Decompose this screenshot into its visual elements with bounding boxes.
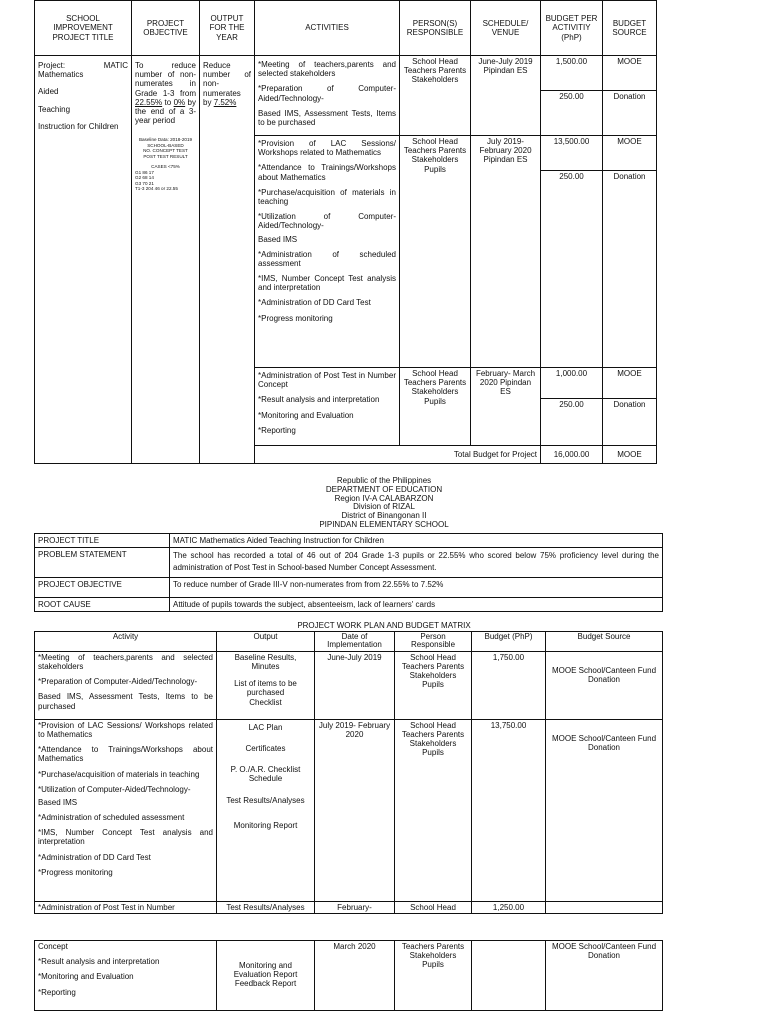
plan-person: School Head Teachers Parents Stakeholders Pupils — [395, 651, 472, 719]
plan-row — [35, 651, 663, 719]
baseline-line: Baseline Data: 2018-2019 — [138, 137, 193, 143]
activity-item: *Attendance to Trainings/Workshops about Mathematics — [258, 163, 396, 182]
info-label: PROJECT TITLE — [35, 534, 170, 548]
project-name: MATIC — [103, 61, 128, 70]
output-item: LAC Plan — [248, 722, 283, 732]
plan-activities — [35, 651, 217, 719]
activities-group-3 — [255, 368, 400, 446]
plan-date: July 2019- February 2020 — [315, 719, 395, 901]
top-table-header-row — [35, 1, 657, 56]
schedule-group-3: February- March 2020 Pipindan ES — [471, 368, 541, 446]
plan-budget: 13,750.00 — [472, 719, 546, 901]
project-label: Project: — [38, 61, 66, 70]
total-source: MOOE — [603, 446, 657, 464]
project-line-3: Aided — [38, 87, 59, 97]
header-region: Region IV-A CALABARZON — [334, 493, 434, 503]
header-output: OUTPUT FOR THE YEAR — [200, 1, 255, 56]
baseline-data — [135, 137, 196, 192]
info-label: PROJECT OBJECTIVE — [35, 578, 170, 598]
plan-header-activity: Activity — [35, 632, 217, 652]
top-project-table — [34, 0, 657, 464]
header-schedule: SCHEDULE/ VENUE — [471, 1, 541, 56]
cont-activities — [35, 941, 217, 1011]
work-plan-continuation-table — [34, 940, 663, 1011]
schedule-group-2: July 2019- February 2020 Pipindan ES — [471, 136, 541, 368]
activity-item: Concept — [38, 942, 68, 951]
output-item: Test Results/Analyses — [226, 795, 305, 805]
objective-to-pct: 0% — [173, 97, 186, 107]
header-budget: BUDGET PER ACTIVITIY (PhP) — [541, 1, 603, 56]
plan-outputs — [217, 651, 315, 719]
activity-item: Based IMS, Assessment Tests, Items to be purchased — [258, 108, 396, 127]
top-table-row-1 — [35, 56, 657, 136]
budget-amount: 13,500.00 — [553, 137, 590, 146]
activity-item: *Attendance to Trainings/Workshops about Mathematics — [38, 745, 213, 764]
header-republic: Republic of the Philippines — [336, 476, 432, 485]
info-row — [35, 534, 663, 548]
activity-item: Based IMS — [258, 234, 298, 244]
header-persons: PERSON(S) RESPONSIBLE — [400, 1, 471, 56]
output-cell — [200, 56, 255, 464]
activity-item: *Monitoring and Evaluation — [38, 972, 134, 982]
header-school: PIPINDAN ELEMENTARY SCHOOL — [319, 519, 449, 529]
matrix-title: PROJECT WORK PLAN AND BUDGET MATRIX — [297, 621, 471, 630]
budget-group-1 — [541, 56, 603, 136]
plan-budget: 1,750.00 — [472, 651, 546, 719]
total-amount: 16,000.00 — [541, 446, 603, 464]
baseline-line: NO. CONCEPT TEST — [143, 148, 188, 154]
output-item: Monitoring Report — [233, 820, 298, 830]
activity-item: Based IMS — [38, 797, 78, 807]
header-objective: PROJECT OBJECTIVE — [132, 1, 200, 56]
source-group-2 — [603, 136, 657, 368]
plan-row — [35, 719, 663, 901]
baseline-line: CASES <75% — [151, 164, 180, 170]
objective-text-a: To reduce number of non-numerates in Grade 1-3 from — [135, 61, 196, 98]
persons-group-1: School Head Teachers Parents Stakeholders — [400, 56, 471, 136]
header-source: BUDGET SOURCE — [603, 1, 657, 56]
budget-amount: 250.00 — [541, 90, 602, 101]
activity-item: *Utilization of Computer-Aided/Technology- — [258, 212, 396, 231]
activity-item: Based IMS, Assessment Tests, Items to be purchased — [38, 692, 213, 711]
output-pct: 7.52% — [213, 97, 237, 107]
output-item: List of items to be purchased — [234, 679, 297, 698]
activity-item: *Reporting — [38, 987, 76, 997]
activity-item: *Progress monitoring — [258, 313, 333, 323]
plan-outputs: Test Results/Analyses — [217, 901, 315, 913]
cont-output: Monitoring and Evaluation Report Feedback Report — [217, 941, 315, 1011]
activity-item: *Reporting — [258, 425, 296, 435]
activity-item: *IMS, Number Concept Test analysis and interpretation — [38, 828, 213, 847]
project-info-table — [34, 533, 663, 612]
plan-header-output: Output — [217, 632, 315, 652]
baseline-line: T1-3 204 46 or 22.55 — [135, 186, 178, 192]
plan-header-person: Person Responsible — [395, 632, 472, 652]
plan-row — [35, 901, 663, 913]
baseline-line: G1 86 17 — [135, 169, 154, 175]
budget-amount: 250.00 — [541, 398, 602, 409]
cont-date: March 2020 — [315, 941, 395, 1011]
activity-item: *Administration of DD Card Test — [38, 852, 151, 862]
budget-source: MOOE — [617, 137, 642, 146]
activity-item: *Purchase/acquisition of materials in teaching — [258, 187, 396, 206]
plan-date: June-July 2019 — [315, 651, 395, 719]
info-row — [35, 578, 663, 598]
budget-source: MOOE — [617, 57, 642, 66]
persons-group-2: School Head Teachers Parents Stakeholders Pupils — [400, 136, 471, 368]
budget-source: MOOE — [617, 369, 642, 378]
activity-item: *Preparation of Computer-Aided/Technology- — [38, 677, 198, 687]
output-item: Certificates — [245, 743, 286, 753]
activity-item: *Administration of scheduled assessment — [38, 813, 185, 823]
budget-source: Donation — [603, 90, 656, 101]
plan-outputs — [217, 719, 315, 901]
plan-budget: 1,250.00 — [472, 901, 546, 913]
plan-source — [546, 901, 663, 913]
info-value: The school has recorded a total of 46 out of 204 Grade 1-3 pupils or 22.55% who scored below 75% proficiency level during the administration of Post Test in School-based Number Concept Assessment. — [170, 548, 663, 578]
plan-header-row — [35, 632, 663, 652]
total-label: Total Budget for Project — [255, 446, 541, 464]
work-plan-table — [34, 631, 663, 914]
budget-source: Donation — [603, 170, 656, 181]
plan-person: School Head — [395, 901, 472, 913]
plan-row-continued — [35, 941, 663, 1011]
plan-source: MOOE School/Canteen Fund Donation — [546, 651, 663, 719]
header-department: DEPARTMENT OF EDUCATION — [325, 484, 443, 494]
activity-item: *Purchase/acquisition of materials in teaching — [38, 769, 200, 779]
info-value: To reduce number of Grade III-V non-numerates from from 22.55% to 7.52% — [170, 578, 663, 598]
budget-amount: 1,000.00 — [555, 369, 588, 378]
project-line-4: Teaching — [38, 104, 71, 114]
plan-header-date: Date of Implementation — [315, 632, 395, 652]
plan-source: MOOE School/Canteen Fund Donation — [546, 719, 663, 901]
budget-group-3 — [541, 368, 603, 446]
activity-item: *Result analysis and interpretation — [258, 395, 380, 405]
plan-activities: *Administration of Post Test in Number — [35, 901, 217, 913]
header-title: SCHOOL IMPROVEMENT PROJECT TITLE — [35, 1, 132, 56]
header-activities: ACTIVITIES — [255, 1, 400, 56]
school-header — [0, 477, 768, 530]
baseline-line: G2 68 14 — [135, 175, 154, 181]
objective-cell — [132, 56, 200, 464]
source-group-3 — [603, 368, 657, 446]
activity-item: *Meeting of teachers,parents and selected stakeholders — [258, 60, 396, 79]
activity-item: *Meeting of teachers,parents and selected stakeholders — [38, 652, 213, 671]
budget-amount: 1,500.00 — [555, 57, 588, 66]
info-row — [35, 548, 663, 578]
cont-person: Teachers Parents Stakeholders Pupils — [395, 941, 472, 1011]
output-text: Reduce number of non-numerates by — [203, 61, 251, 107]
cont-budget — [472, 941, 546, 1011]
project-line-5: Instruction for Children — [38, 121, 119, 131]
info-row — [35, 598, 663, 612]
activity-item: *Utilization of Computer-Aided/Technology- — [38, 784, 191, 794]
baseline-line: G3 70 21 — [135, 180, 154, 186]
plan-date: February- — [315, 901, 395, 913]
plan-activities — [35, 719, 217, 901]
activity-item: *Administration of Post Test in Number Concept — [258, 371, 396, 390]
output-item: Checklist — [249, 697, 282, 707]
plan-header-budget: Budget (PhP) — [472, 632, 546, 652]
activity-item: *Progress monitoring — [38, 867, 113, 877]
plan-header-source: Budget Source — [546, 632, 663, 652]
activity-item: *Monitoring and Evaluation — [258, 410, 354, 420]
activity-item: *Provision of LAC Sessions/ Workshops related to Mathematics — [38, 720, 213, 739]
activities-group-2 — [255, 136, 400, 368]
info-value: MATIC Mathematics Aided Teaching Instruction for Children — [170, 534, 663, 548]
schedule-group-1: June-July 2019 Pipindan ES — [471, 56, 541, 136]
cont-source: MOOE School/Canteen Fund Donation — [546, 941, 663, 1011]
activities-group-1 — [255, 56, 400, 136]
objective-text-b: by the end of a 3-year period — [135, 97, 196, 126]
budget-group-2 — [541, 136, 603, 368]
objective-from-pct: 22.55% — [135, 97, 163, 107]
output-item: P. O./A.R. Checklist Schedule — [230, 765, 301, 784]
header-district: District of Binangonan II — [341, 511, 427, 521]
project-line-2: Mathematics — [38, 70, 84, 80]
info-value: Attitude of pupils towards the subject, absenteeism, lack of learners' cards — [170, 598, 663, 612]
baseline-line: POST TEST RESULT — [143, 153, 188, 159]
activity-item: *Preparation of Computer-Aided/Technology- — [258, 84, 396, 103]
activity-item: *Result analysis and interpretation — [38, 957, 160, 967]
persons-group-3: School Head Teachers Parents Stakeholders Pupils — [400, 368, 471, 446]
activity-item: *Provision of LAC Sessions/ Workshops related to Mathematics — [258, 139, 396, 158]
budget-amount: 250.00 — [541, 170, 602, 181]
activity-item: *Administration of scheduled assessment — [258, 249, 396, 268]
objective-to: to — [164, 97, 172, 107]
info-label: PROBLEM STATEMENT — [35, 548, 170, 578]
baseline-line: SCHOOL-BASED — [147, 142, 184, 148]
project-title-cell — [35, 56, 132, 464]
header-division: Division of RIZAL — [353, 502, 415, 512]
plan-person: School Head Teachers Parents Stakeholders Pupils — [395, 719, 472, 901]
source-group-1 — [603, 56, 657, 136]
activity-item: *IMS, Number Concept Test analysis and interpretation — [258, 274, 396, 293]
budget-source: Donation — [603, 398, 656, 409]
info-label: ROOT CAUSE — [35, 598, 170, 612]
activity-item: *Administration of DD Card Test — [258, 298, 371, 308]
output-item: Baseline Results, Minutes — [234, 652, 297, 671]
